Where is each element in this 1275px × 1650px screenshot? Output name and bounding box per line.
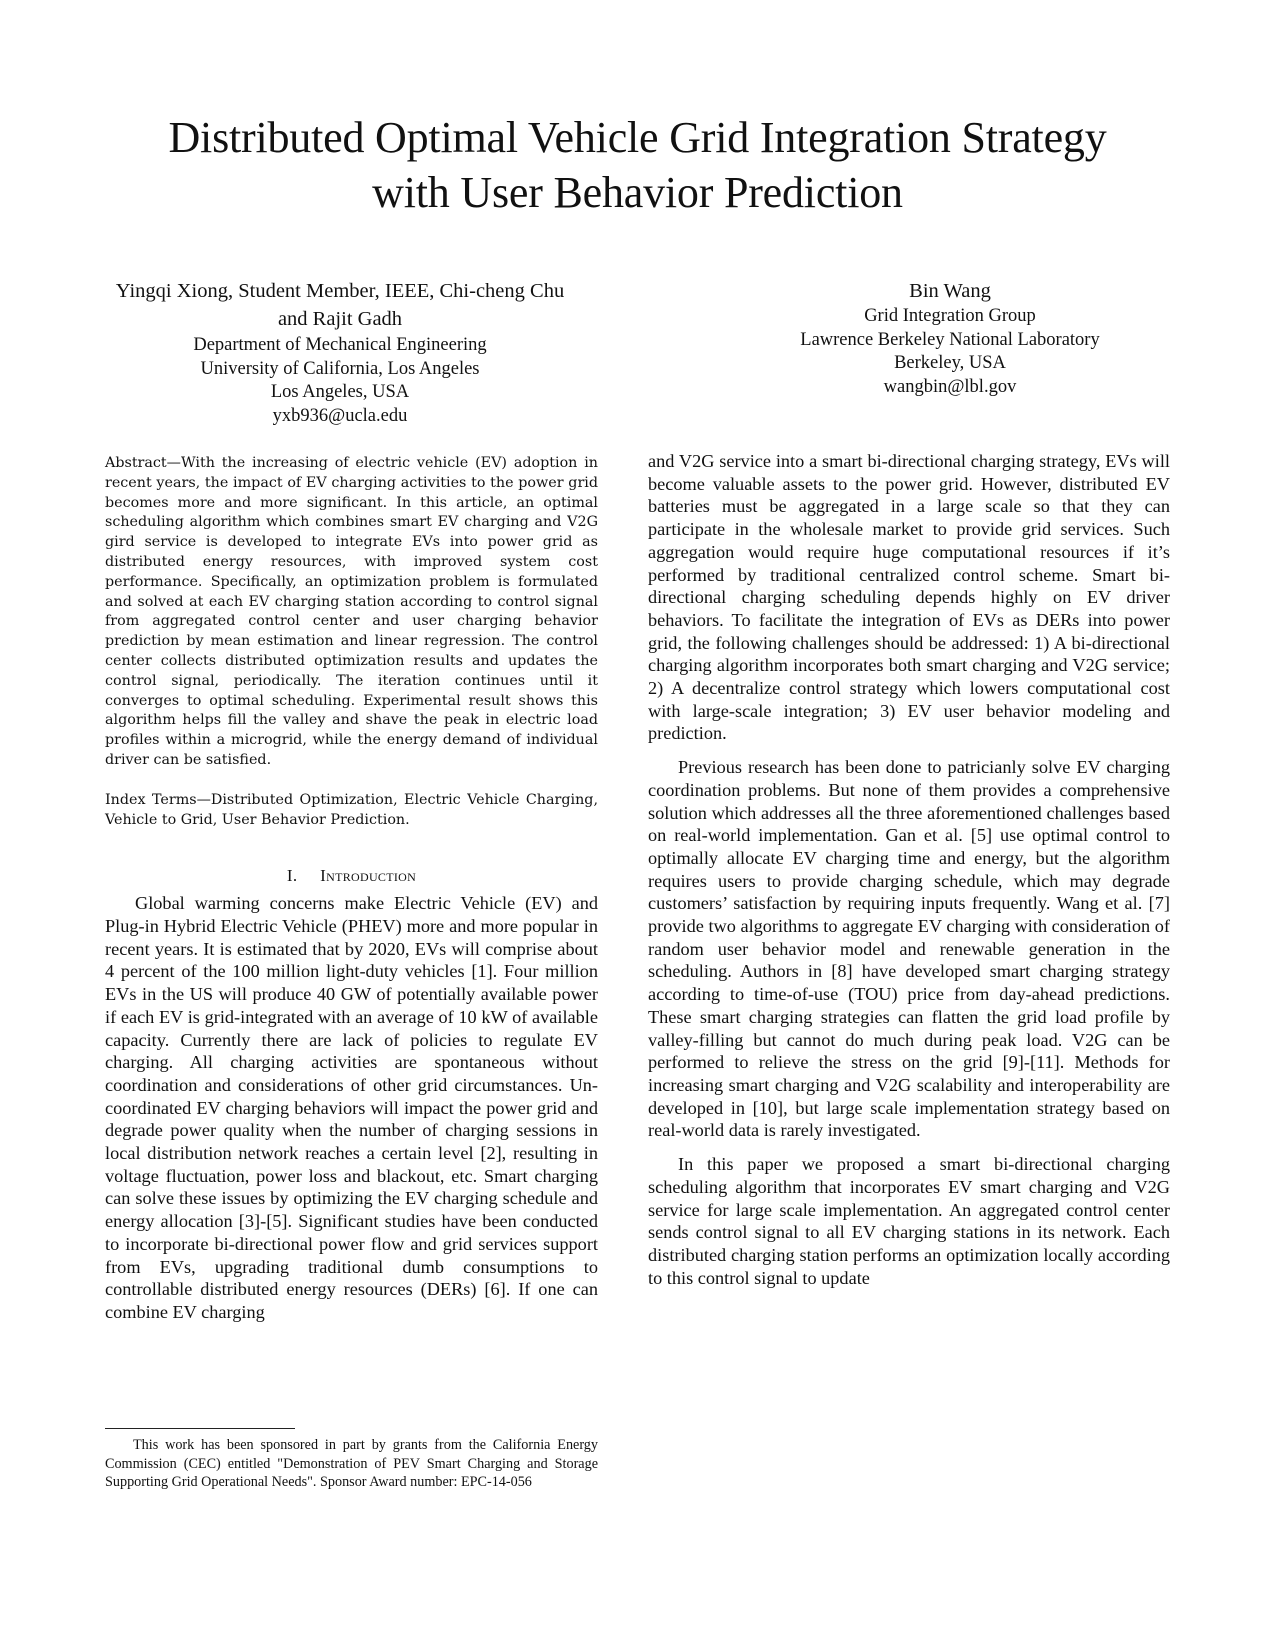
author-names-left-1: Yingqi Xiong, Student Member, IEEE, Chi-cheng Chu xyxy=(115,280,565,302)
section-title: Introduction xyxy=(320,866,417,886)
author-department: Department of Mechanical Engineering xyxy=(193,335,487,355)
index-terms: Index Terms—Distributed Optimization, Electric Vehicle Charging, Vehicle to Grid, User Behavior Prediction. xyxy=(105,791,598,828)
title-line-1: Distributed Optimal Vehicle Grid Integration Strategy xyxy=(168,113,1107,162)
author-location-left: Los Angeles, USA xyxy=(270,382,410,402)
author-location-right: Berkeley, USA xyxy=(894,353,1006,373)
author-name-right: Bin Wang xyxy=(909,280,991,302)
author-email-right: wangbin@lbl.gov xyxy=(883,376,1017,397)
author-email-left: yxb936@ucla.edu xyxy=(272,405,408,426)
intro-paragraph-1-continued: and V2G service into a smart bi-directional charging strategy, EVs will become valuable assets to the power grid. However, distributed EV batteries must be aggregated in a large scale so that they can participate in the wholesale market to provide grid services. Such aggregation would require huge computational resources if it’s performed by traditional centralized control scheme. Smart bi-directional charging scheduling depends highly on EV driver behaviors. To facilitate the integration of EVs as DERs into power grid, the following challenges should be addressed: 1) A bi-directional charging algorithm incorporates both smart charging and V2G service; 2) A decentralize control strategy which lowers computational cost with large-scale integration; 3) EV user behavior modeling and prediction. xyxy=(648,451,1170,744)
abstract: Abstract—With the increasing of electric vehicle (EV) adoption in recent years, the impact of EV charging activities to the power grid becomes more and more significant. In this article, an optimal scheduling algorithm which combines smart EV charging and V2G gird service is developed to integrate EVs into power grid as distributed energy resources, with improved system cost performance. Specifically, an optimization problem is formulated and solved at each EV charging station according to control signal from aggregated control center and user charging behavior prediction by mean estimation and linear regression. The control center collects distributed optimization results and updates the control signal, periodically. The iteration continues until it converges to optimal scheduling. Experimental result shows this algorithm helps fill the valley and shave the peak in electric load profiles within a microgrid, while the energy demand of individual driver can be satisfied. xyxy=(105,455,598,768)
paper-title xyxy=(60,110,1215,220)
author-group: Grid Integration Group xyxy=(864,306,1036,326)
author-lab: Lawrence Berkeley National Laboratory xyxy=(800,329,1100,350)
author-names-left-2: and Rajit Gadh xyxy=(277,308,403,330)
footnote-divider xyxy=(105,1428,295,1429)
right-column xyxy=(648,450,1170,1289)
title-line-2: with User Behavior Prediction xyxy=(372,168,903,217)
left-column xyxy=(105,454,598,1324)
author-block-right xyxy=(690,278,1210,399)
intro-paragraph-2: Previous research has been done to patricianly solve EV charging coordination problems. But none of them provides a comprehensive solution which addresses all the three aforementioned challenges based on real-world implementation. Gan et al. [5] use optimal control to optimally allocate EV charging time and energy, but the algorithm requires users to provide charging schedule, which may degrade customers’ satisfaction by requiring inputs frequently. Wang et al. [7] provide two algorithms to aggregate EV charging with consideration of random user behavior model and renewable generation in the scheduling. Authors in [8] have developed smart charging strategy according to time-of-use (TOU) price from day-ahead predictions. These smart charging strategies can flatten the grid load profile by valley-filling but cannot do much during peak load. V2G can be performed to relieve the stress on the grid [9]-[11]. Methods for increasing smart charging and V2G scalability and interoperability are developed in [10], but large scale implementation strategy based on real-world data is rarely investigated. xyxy=(648,757,1170,1141)
section-number: I. xyxy=(286,866,298,886)
author-university: University of California, Los Angeles xyxy=(200,358,480,379)
section-heading-introduction xyxy=(105,866,598,886)
author-block-left xyxy=(80,278,600,428)
intro-paragraph-3: In this paper we proposed a smart bi-directional charging scheduling algorithm that incorporates EV smart charging and V2G service for large scale implementation. An aggregated control center sends control signal to all EV charging stations in its network. Each distributed charging station performs an optimization locally according to this control signal to update xyxy=(648,1154,1170,1288)
footnote: This work has been sponsored in part by grants from the California Energy Commission (CEC) entitled "Demonstration of PEV Smart Charging and Storage Supporting Grid Operational Needs". Sponsor Award number: EPC-14-056 xyxy=(105,1437,598,1490)
intro-paragraph-1: Global warming concerns make Electric Vehicle (EV) and Plug-in Hybrid Electric Vehicle (PHEV) more and more popular in recent years. It is estimated that by 2020, EVs will comprise about 4 percent of the 100 million light-duty vehicles [1]. Four million EVs in the US will produce 40 GW of potentially available power if each EV is grid-integrated with an average of 10 kW of available capacity. Currently there are lack of policies to regulate EV charging. All charging activities are spontaneous without coordination and considerations of other grid circumstances. Un-coordinated EV charging behaviors will impact the power grid and degrade power quality when the number of charging sessions in local distribution network reaches a certain level [2], resulting in voltage fluctuation, power loss and blackout, etc. Smart charging can solve these issues by optimizing the EV charging schedule and energy allocation [3]-[5]. Significant studies have been conducted to incorporate bi-directional power flow and grid services support from EVs, upgrading traditional dumb consumptions to controllable distributed energy resources (DERs) [6]. If one can combine EV charging xyxy=(105,893,598,1322)
